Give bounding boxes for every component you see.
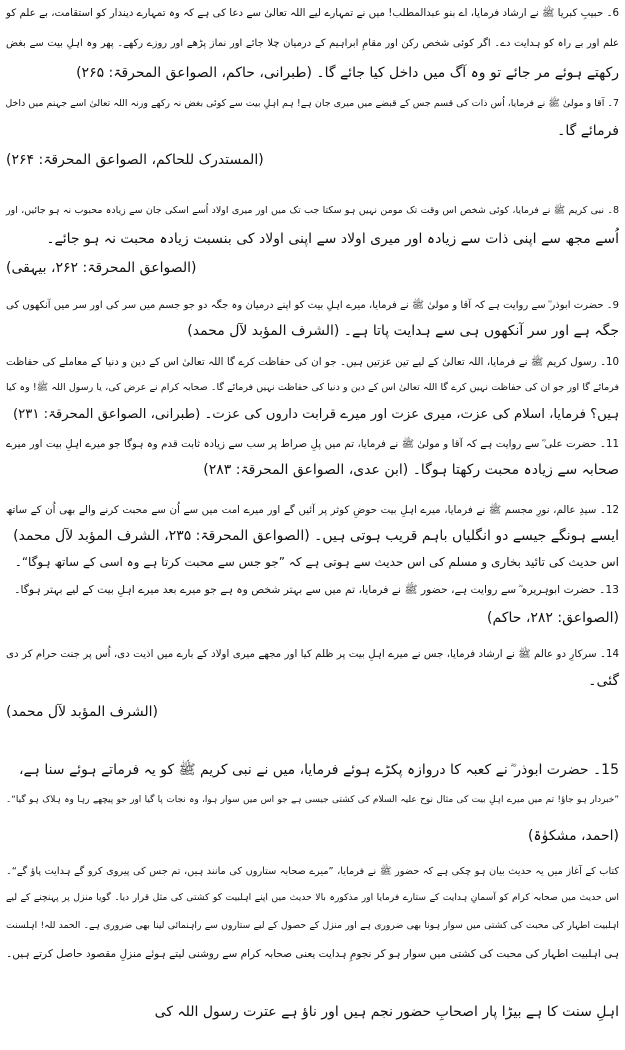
commentary-line-2: اس حدیث میں صحابہ کرام کو آسمانِ ہدایت کے ستارے فرمایا اور مذکورہ بالا حدیث میں اپنے اہلبیت کو کشتی کی مثل قرار دیا۔ گویا منزل پر پہنچنے کے لیے [6, 892, 619, 903]
hadith-14-line-2: گئی۔ [588, 673, 619, 689]
hadith-15-line-2: ”خبردار ہو جاؤ! تم میں میرے اہلِ بیت کی مثال نوح علیہ السلام کی کشتی جیسی ہے جو اس میں سوار ہوا، وہ نجات پا گیا اور جو پیچھے رہا وہ ہلاک ہو گیا“۔ [6, 795, 619, 805]
verse-second-hemistich: نجم ہیں اور ناؤ ہے عترت رسول اللہ کی [154, 1004, 393, 1020]
verse-first-hemistich: اہلِ سنت کا ہے بیڑا پار اصحابِ حضور [396, 1004, 619, 1020]
hadith-15-citation: (احمد، مشکوٰۃ) [527, 828, 619, 844]
commentary-line-1: کتاب کے آغاز میں یہ حدیث بیان ہو چکی ہے کہ حضور ﷺ نے فرمایا، ”میرے صحابہ ستاروں کی مانند ہیں، تم جس کی پیروی کرو گے ہدایت پاؤ گے“۔ [6, 866, 619, 877]
hadith-12-note: اس حدیث کی تائید بخاری و مسلم کی اس حدیث سے ہوتی ہے کہ ”جو جس سے محبت کرتا ہے وہ اسی کے ساتھ ہوگا“۔ [14, 555, 619, 569]
hadith-13-citation: (الصواعق: ۲۸۲، حاکم) [487, 610, 619, 626]
hadith-12-line-1: 12۔ سیدِ عالم، نورِ مجسم ﷺ نے فرمایا، میرے اہلِ بیت حوضِ کوثر پر آئیں گے اور میرے امت میں سے اُن سے محبت کرنے والے بھی اُن کے ساتھ [6, 504, 619, 516]
hadith-14-line-1: 14۔ سرکارِ دو عالم ﷺ نے ارشاد فرمایا، جس نے میرے اہلِ بیت پر ظلم کیا اور مجھے میری اولاد کے بارے میں اذیت دی، اُس پر جنت حرام کر دی [6, 648, 619, 660]
hadith-6-line-1: 6۔ حبیبِ کبریا ﷺ نے ارشاد فرمایا، اے بنو عبدالمطلب! میں نے تمہارے لیے اللہ تعالیٰ سے دعا کی ہے کہ وہ تمہارے دیندار کو استقامت، بے علم کو [6, 7, 619, 19]
hadith-7-line-1: 7۔ آقا و مولیٰ ﷺ نے فرمایا، اُس ذات کی قسم جس کے قبضے میں میری جان ہے! ہم اہلِ بیت سے کوئی بغض نہ رکھے ورنہ اللہ تعالیٰ اسے جہنم میں داخل [5, 98, 619, 109]
commentary-line-3: اہلبیت اطہار کی محبت کی کشتی میں سوار ہونا بھی ضروری ہے اور منزل کے حصول کے لیے ستاروں سے راہنمائی لینا بھی ضروری ہے۔ الحمد للہ! اہلسنت [6, 920, 619, 931]
hadith-8-citation: (الصواعق المحرقۃ: ۲۶۲، بیہقی) [6, 260, 197, 276]
hadith-10-line-2: فرمائے گا اور جو ان کی حفاظت نہیں کرے گا اللہ تعالیٰ اس کے دین و دنیا کی حفاظت نہیں فرمائے گا۔ صحابہ کرام نے عرض کی، یا رسول اللہ ﷺ! وہ کیا [6, 382, 619, 393]
hadith-11-line-1: 11۔ حضرت علی ؓ سے روایت ہے کہ آقا و مولیٰ ﷺ نے فرمایا، تم میں پلِ صراط پر سب سے زیادہ ثابت قدم وہ ہوگا جو میرے اہلِ بیت اور میرے [6, 438, 619, 450]
hadith-13-line-1: 13۔ حضرت ابوہریرہ ؓ سے روایت ہے، حضور ﷺ نے فرمایا، تم میں سے بہتر شخص وہ ہے جو میرے بعد میرے اہلِ بیت کے لیے بہتر ہوگا۔ [14, 583, 619, 596]
hadith-10-line-1: 10۔ رسول کریم ﷺ نے فرمایا، اللہ تعالیٰ کے لیے تین عزتیں ہیں۔ جو ان کی حفاظت کرے گا اللہ تعالیٰ اس کے دین و دنیا کے معاملے کی حفاظت [6, 356, 619, 368]
hadith-12-line-2: ایسے ہونگے جیسے دو انگلیاں باہم قریب ہوتی ہیں۔ (الصواعق المحرقۃ: ۲۳۵، الشرف المؤبد لآل محمد) [13, 528, 619, 544]
hadith-9-line-1: 9۔ حضرت ابوذر ؓ سے روایت ہے کہ آقا و مولیٰ ﷺ نے فرمایا، میرے اہلِ بیت کو اپنے درمیان وہ جگہ دو جو جسم میں سر کی اور سر میں آنکھوں کی [6, 300, 619, 311]
hadith-8-line-1: 8۔ نبی کریم ﷺ نے فرمایا، کوئی شخص اس وقت تک مومن نہیں ہو سکتا جب تک میں اور میری اولاد اُسے اسکی جان سے زیادہ محبوب نہ ہو جائیں، اور [6, 205, 619, 216]
hadith-8-line-2: اُسے مجھ سے اپنی ذات سے زیادہ اور میری اولاد سے اپنی اولاد کی بنسبت زیادہ محبت نہ ہو جائے۔ [46, 231, 619, 247]
hadith-10-line-3: ہیں؟ فرمایا، اسلام کی عزت، میری عزت اور میرے قرابت داروں کی عزت۔ (طبرانی، الصواعق المحرقۃ: ۲۳۱) [12, 407, 619, 422]
hadith-15-line-1: 15۔ حضرت ابوذر ؓ نے کعبہ کا دروازہ پکڑے ہوئے فرمایا، میں نے نبی کریم ﷺ کو یہ فرماتے ہوئے سنا ہے، [18, 762, 619, 778]
hadith-6-line-3: رکھتے ہوئے مر جائے تو وہ آگ میں داخل کیا جائے گا۔ (طبرانی، حاکم، الصواعق المحرقۃ: ۲۶۵) [76, 65, 619, 81]
hadith-14-citation: (الشرف المؤبد لآل محمد) [6, 704, 159, 720]
hadith-7-line-2: فرمائے گا۔ [557, 123, 619, 139]
hadith-7-citation: (المستدرک للحاکم، الصواعق المحرقۃ: ۲۶۴) [6, 152, 264, 168]
hadith-9-line-2: جگہ ہے اور سر آنکھوں ہی سے ہدایت پاتا ہے۔ (الشرف المؤبد لآل محمد) [187, 323, 619, 339]
hadith-6-line-2: علم اور بے راہ کو ہدایت دے۔ اگر کوئی شخص رکن اور مقامِ ابراہیم کے درمیان چلا جائے اور نماز پڑھے اور روزے رکھے۔ پھر وہ اہلِ بیت سے بغض [6, 38, 619, 49]
hadith-11-line-2: صحابہ سے زیادہ محبت رکھتا ہوگا۔ (ابن عدی، الصواعق المحرقۃ: ۲۸۳) [203, 462, 619, 478]
commentary-line-4: ہی اہلبیت اطہار کی محبت کی کشتی میں سوار ہو کر نجومِ ہدایت یعنی صحابہ کرام سے روشنی لیتے ہوئے منزلِ مقصود حاصل کرتے ہیں۔ [6, 948, 619, 960]
